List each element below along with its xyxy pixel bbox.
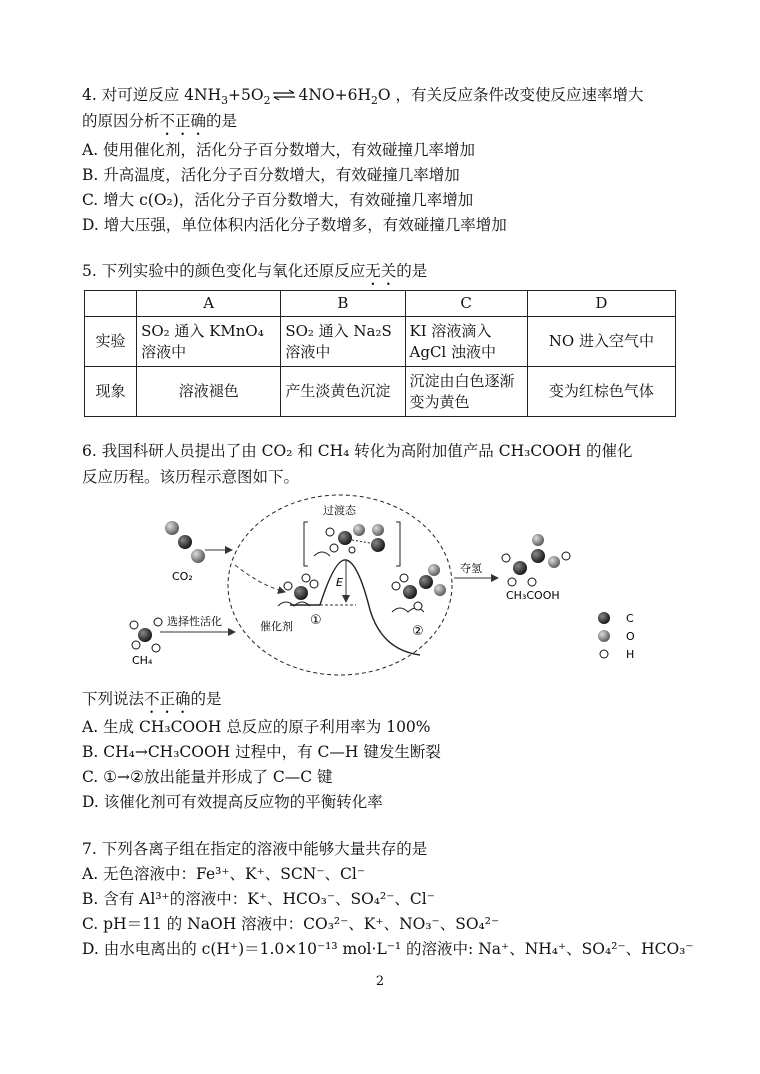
q7-option-b: B. 含有 Al³⁺的溶液中：K⁺、HCO₃⁻、SO₄²⁻、Cl⁻ (82, 890, 435, 908)
table-header-cell (85, 291, 137, 317)
step2-label: ② (412, 624, 424, 639)
step1-label: ① (310, 613, 322, 628)
table-cell: SO₂ 通入 KMnO₄ 溶液中 (137, 317, 281, 367)
q7-option-a: A. 无色溶液中：Fe³⁺、K⁺、SCN⁻、Cl⁻ (82, 865, 366, 883)
q6-option-a: A. 生成 CH₃COOH 总反应的原子利用率为 100% (82, 718, 431, 736)
table-header-cell: B (281, 291, 405, 317)
table-cell: SO₂ 通入 Na₂S 溶液中 (281, 317, 405, 367)
dehydrogenation-label: 夺氢 (460, 562, 482, 575)
table-cell: 产生淡黄色沉淀 (281, 367, 405, 417)
q5-stem: 5. 下列实验中的颜色变化与氧化还原反应无关的是 (82, 262, 428, 280)
q4-option-d: D. 增大压强，单位体积内活化分子数增多，有效碰撞几率增加 (82, 216, 507, 234)
q6-stem: 6. 我国科研人员提出了由 CO₂ 和 CH₄ 转化为高附加值产品 CH₃COOH 的催化 (82, 442, 633, 460)
table-cell: 实验 (85, 317, 137, 367)
q4-option-b: B. 升高温度，活化分子百分数增大，有效碰撞几率增加 (82, 166, 460, 184)
atom-legend (598, 612, 610, 658)
table-cell: KI 溶液滴入 AgCl 浊液中 (405, 317, 527, 367)
q7-option-d: D. 由水电离出的 c(H⁺)＝1.0×10⁻¹³ mol·L⁻¹ 的溶液中: Na⁺、NH₄⁺、SO₄²⁻、HCO₃⁻ (82, 940, 694, 958)
catalyst-label: 催化剂 (260, 620, 293, 633)
energy-curve (290, 560, 420, 655)
ch4-molecule (130, 618, 162, 652)
q6-option-b: B. CH₄→CH₃COOH 过程中，有 C—H 键发生断裂 (82, 743, 441, 761)
q6-stem-cont: 反应历程。该历程示意图如下。 (82, 468, 300, 486)
q6-ask: 下列说法不正确的是 (82, 690, 222, 708)
q4-option-c: C. 增大 c(O₂)，活化分子百分数增大，有效碰撞几率增加 (82, 191, 474, 209)
q6-option-c: C. ①→②放出能量并形成了 C—C 键 (82, 768, 333, 786)
q7-stem: 7. 下列各离子组在指定的溶液中能够大量共存的是 (82, 840, 428, 858)
table-cell: 现象 (85, 367, 137, 417)
q7-option-c: C. pH＝11 的 NaOH 溶液中：CO₃²⁻、K⁺、NO₃⁻、SO₄²⁻ (82, 915, 500, 933)
intermediate-2 (392, 564, 446, 612)
table-row (85, 317, 676, 367)
selective-activation-label: 选择性活化 (167, 615, 222, 628)
table-header-cell: C (405, 291, 527, 317)
table-cell: 沉淀由白色逐渐变为黄色 (405, 367, 527, 417)
catalyst-site (278, 574, 318, 606)
table-header-row (85, 291, 676, 317)
ch3cooh-label: CH₃COOH (506, 589, 560, 602)
q4-stem-cont: 的原因分析不正确的是 (82, 112, 238, 130)
co2-label: CO₂ (172, 570, 193, 583)
legend-carbon: C (626, 612, 634, 625)
ch3cooh-molecule (502, 534, 570, 586)
legend-hydrogen: H (626, 648, 635, 661)
table-row (85, 367, 676, 417)
reaction-mechanism-diagram (120, 490, 650, 680)
transition-state-label: 过渡态 (323, 504, 356, 517)
table-cell: 变为红棕色气体 (527, 367, 675, 417)
q4-stem: 4. 对可逆反应 $4NH_3+5O_2$ $4NO+6H_2O$ ，有关反应条件改变使反应速率增大 (82, 86, 644, 108)
table-cell: 溶液褪色 (137, 367, 281, 417)
experiment-table (84, 290, 676, 417)
transition-state (304, 522, 400, 566)
table-header-cell: D (527, 291, 675, 317)
table-header-cell: A (137, 291, 281, 317)
page-number: 2 (375, 974, 385, 989)
co2-molecule (165, 521, 205, 563)
energy-label: E (336, 576, 343, 589)
legend-oxygen: O (626, 630, 635, 643)
equilibrium-arrow-icon (272, 85, 296, 107)
q6-option-d: D. 该催化剂可有效提高反应物的平衡转化率 (82, 793, 383, 811)
ch4-label: CH₄ (132, 654, 153, 667)
table-cell: NO 进入空气中 (527, 317, 675, 367)
q4-option-a: A. 使用催化剂，活化分子百分数增大，有效碰撞几率增加 (82, 141, 476, 159)
